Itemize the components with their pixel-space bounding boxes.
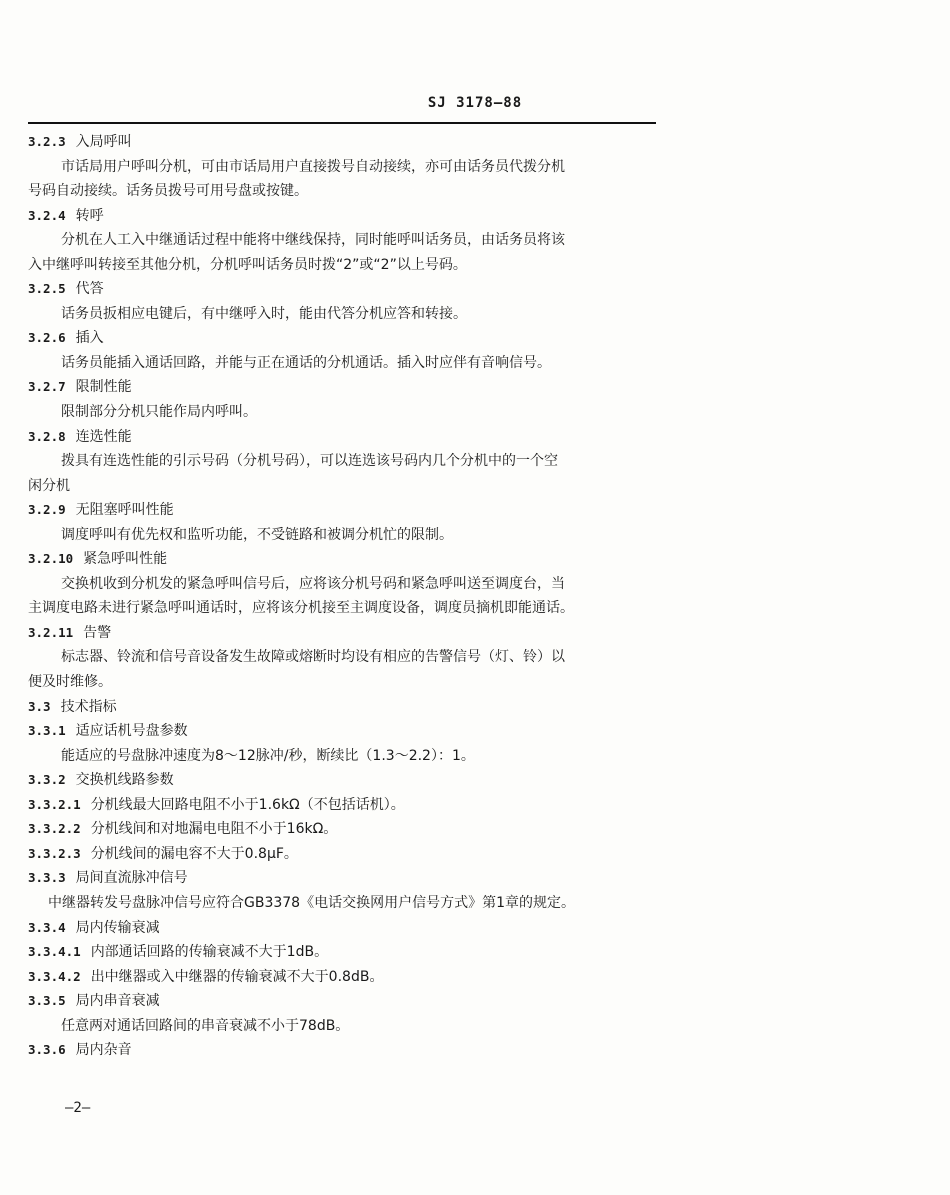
paragraph-continuation: 便及时维修。 (28, 674, 112, 691)
paragraph-line: 拨具有连选性能的引示号码（分机号码），可以连选该号码内几个分机中的一个空 (61, 453, 558, 470)
section-number: 3.2.9 (28, 502, 66, 518)
section-title: 分机线间的漏电容不大于0.8μF。 (90, 845, 298, 862)
paragraph-continuation: 入中继呼叫转接至其他分机，分机呼叫话务员时拨“2”或“2”以上号码。 (28, 256, 467, 273)
header-rule (28, 122, 656, 124)
section-title: 转呼 (75, 207, 104, 224)
section-heading (28, 793, 678, 818)
section-heading (28, 965, 678, 990)
section-number: 3.3.3 (28, 870, 66, 886)
section-number: 3.3.5 (28, 993, 66, 1009)
section-title: 插入 (75, 330, 104, 347)
section-heading (28, 375, 678, 400)
section-number: 3.3.4.2 (28, 968, 81, 984)
section-heading (28, 866, 678, 891)
paragraph-line: 调度呼叫有优先权和监听功能，不受链路和被调分机忙的限制。 (61, 526, 453, 543)
section-number: 3.3.1 (28, 723, 66, 739)
section-heading (28, 695, 678, 720)
section-title: 交换机线路参数 (75, 772, 174, 789)
section-title: 分机线最大回路电阻不小于1.6kΩ（不包括话机）。 (90, 796, 405, 813)
section-number: 3.3.2.2 (28, 821, 81, 837)
section-heading (28, 842, 678, 867)
section-title: 紧急呼叫性能 (83, 551, 168, 568)
section-heading (28, 547, 678, 572)
paragraph-line: 标志器、铃流和信号音设备发生故障或熔断时均设有相应的告警信号（灯、铃）以 (61, 649, 565, 666)
section-number: 3.3 (28, 698, 51, 714)
section-title: 连选性能 (75, 428, 132, 445)
section-number: 3.2.8 (28, 428, 66, 444)
page-number: —2— (65, 1100, 91, 1116)
paragraph-line: 分机在人工入中继通话过程中能将中继线保持，同时能呼叫话务员，由话务员将该 (61, 232, 565, 249)
paragraph-line: 市话局用户呼叫分机，可由市话局用户直接拨号自动接续，亦可由话务员代拨分机 (61, 158, 565, 175)
section-heading (28, 1038, 678, 1063)
section-heading (28, 204, 678, 229)
section-heading (28, 940, 678, 965)
paragraph-continuation: 主调度电路未进行紧急呼叫通话时，应将该分机接至主调度设备，调度员摘机即能通话。 (28, 600, 574, 617)
section-number: 3.2.4 (28, 207, 66, 223)
section-title: 局内杂音 (75, 1042, 132, 1059)
section-title: 告警 (83, 624, 112, 641)
section-number: 3.2.11 (28, 624, 74, 640)
section-title: 适应话机号盘参数 (75, 723, 188, 740)
paragraph-line: 话务员能插入通话回路，并能与正在通话的分机通话。插入时应伴有音响信号。 (61, 354, 551, 371)
section-title: 局内传输衰减 (75, 919, 160, 936)
section-title: 局间直流脉冲信号 (75, 870, 188, 887)
section-heading (28, 916, 678, 941)
section-title: 代答 (75, 281, 104, 298)
section-heading (28, 817, 678, 842)
paragraph-line: 话务员扳相应电键后，有中继呼入时，能由代答分机应答和转接。 (61, 305, 467, 322)
section-title: 技术指标 (60, 698, 117, 715)
section-number: 3.3.2 (28, 772, 66, 788)
section-title: 限制性能 (75, 379, 132, 396)
document-header-code: SJ 3178—88 (427, 95, 523, 111)
section-number: 3.3.4 (28, 919, 66, 935)
section-number: 3.2.10 (28, 551, 74, 567)
paragraph-line: 能适应的号盘脉冲速度为8～12脉冲/秒，断续比（1.3～2.2）：1。 (61, 747, 475, 764)
section-title: 入局呼叫 (75, 134, 132, 150)
section-heading (28, 277, 678, 302)
section-number: 3.2.5 (28, 281, 66, 297)
section-number: 3.2.3 (28, 134, 66, 149)
section-heading (28, 425, 678, 450)
section-heading (28, 989, 678, 1014)
paragraph-continuation: 闲分机 (28, 477, 70, 494)
section-title: 出中继器或入中继器的传输衰减不大于0.8dB。 (90, 968, 384, 985)
section-number: 3.3.6 (28, 1042, 66, 1058)
paragraph-line: 限制部分分机只能作局内呼叫。 (61, 404, 257, 421)
section-title: 局内串音衰减 (75, 993, 160, 1010)
section-heading (28, 768, 678, 793)
section-heading (28, 326, 678, 351)
section-number: 3.2.6 (28, 330, 66, 346)
section-heading (28, 498, 678, 523)
paragraph-line: 中继器转发号盘脉冲信号应符合GB3378《电话交换网用户信号方式》第1章的规定。 (48, 894, 575, 911)
section-heading (28, 130, 678, 155)
section-title: 分机线间和对地漏电电阻不小于16kΩ。 (90, 821, 338, 838)
section-title: 无阻塞呼叫性能 (75, 502, 174, 519)
section-number: 3.3.4.1 (28, 944, 81, 960)
section-number: 3.2.7 (28, 379, 66, 395)
paragraph-line: 交换机收到分机发的紧急呼叫信号后，应将该分机号码和紧急呼叫送至调度台，当 (61, 575, 565, 592)
section-number: 3.3.2.3 (28, 845, 81, 861)
section-heading (28, 719, 678, 744)
section-heading (28, 621, 678, 646)
section-number: 3.3.2.1 (28, 796, 81, 812)
section-title: 内部通话回路的传输衰减不大于1dB。 (90, 944, 329, 961)
paragraph-line: 任意两对通话回路间的串音衰减不小于78dB。 (61, 1017, 350, 1034)
paragraph-continuation: 号码自动接续。话务员拨号可用号盘或按键。 (28, 183, 308, 200)
document-body (28, 130, 678, 1063)
